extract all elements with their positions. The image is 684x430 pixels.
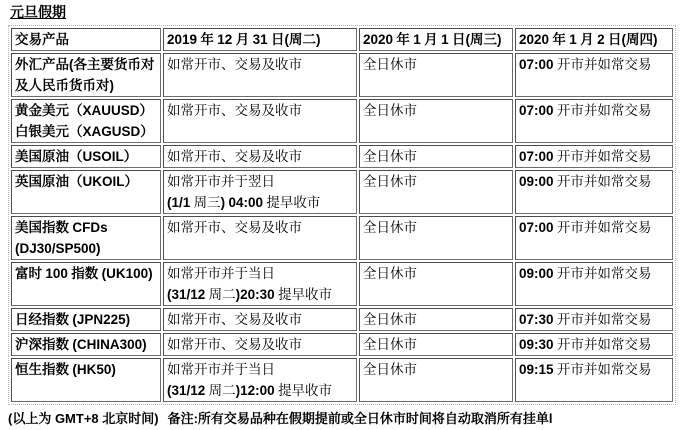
cjk-text: 周二 (288, 32, 316, 47)
dec31-cell (163, 53, 357, 97)
cjk-text: 提早收市 (274, 383, 333, 398)
cjk-text: ） (140, 124, 154, 139)
latin-text: 100 (45, 266, 68, 281)
cjk-text: 开市并如常交易 (553, 103, 652, 118)
latin-text: 09:15 (519, 362, 554, 377)
latin-text: (HK50) (72, 362, 116, 377)
cjk-text: 如常开市、交易及收市 (167, 312, 302, 327)
cjk-text: 英国原油（ (15, 174, 83, 189)
latin-text: ) (496, 32, 502, 47)
latin-text: 07:00 (519, 220, 554, 235)
cjk-text: 富时 (15, 266, 46, 281)
cjk-text: 指数 (67, 266, 102, 281)
cjk-text: 提早收市 (274, 287, 333, 302)
latin-text: (31/12 (167, 287, 206, 302)
latin-text: ( (621, 32, 626, 47)
latin-text: 07:30 (519, 312, 554, 327)
product-cell (11, 358, 161, 402)
latin-text: (JPN225) (72, 312, 131, 327)
latin-text: ) (315, 32, 321, 47)
product-cell (11, 145, 161, 168)
latin-text: (31/12 (167, 383, 206, 398)
cjk-text: 年 (393, 32, 414, 47)
cjk-text: 美国原油（ (15, 149, 83, 164)
latin-text: CFDs (72, 220, 108, 235)
dec31-cell (163, 358, 357, 402)
cjk-text: 交易产品 (15, 32, 69, 47)
product-cell (11, 53, 161, 97)
latin-text: 1 (441, 32, 449, 47)
cjk-text: 开市并如常交易 (553, 266, 652, 281)
cjk-text: 日 (267, 32, 285, 47)
jan2-cell (515, 333, 673, 356)
jan1-cell (359, 53, 513, 97)
cjk-text: 日 (604, 32, 622, 47)
cjk-text: 如常开市、交易及收市 (167, 149, 302, 164)
cjk-text: 日 (448, 32, 466, 47)
latin-text: ( (465, 32, 470, 47)
latin-text: (DJ30/SP500) (15, 241, 101, 256)
latin-text: (CHINA300) (72, 337, 147, 352)
latin-text: ( (69, 57, 74, 72)
latin-text: 1 (569, 32, 577, 47)
cjk-text: 开市并如常交易 (553, 312, 652, 327)
cjk-text: 年 (197, 32, 218, 47)
latin-text: )12:00 (235, 383, 275, 398)
table-row (11, 262, 673, 306)
column-header (359, 28, 513, 51)
cjk-text: 周四 (625, 32, 653, 47)
cjk-text: 全日休市 (363, 362, 417, 377)
cjk-text: 全日休市 (363, 266, 417, 281)
table-row (11, 145, 673, 168)
jan1-cell (359, 358, 513, 402)
jan2-cell (515, 145, 673, 168)
latin-text: 31 (252, 32, 268, 47)
dec31-cell (163, 308, 357, 331)
latin-text: ) (220, 195, 226, 210)
latin-text: USOIL (82, 149, 124, 164)
jan2-cell (515, 308, 673, 331)
cjk-text: 如常开市、交易及收市 (167, 57, 302, 72)
jan2-cell (515, 99, 673, 143)
product-cell (11, 308, 161, 331)
table-row (11, 53, 673, 97)
cjk-text: ） (139, 103, 154, 118)
table-row (11, 170, 673, 214)
dec31-cell (163, 170, 357, 214)
product-cell (11, 170, 161, 214)
table-row (11, 308, 673, 331)
jan1-cell (359, 262, 513, 306)
column-header (515, 28, 673, 51)
latin-text: 1 (413, 32, 421, 47)
cjk-text: 日经指数 (15, 312, 73, 327)
cjk-text: 开市并如常交易 (553, 337, 652, 352)
latin-text: 07:00 (519, 103, 554, 118)
latin-text: 09:00 (519, 266, 554, 281)
latin-text: 2019 (167, 32, 198, 47)
product-cell (11, 333, 161, 356)
header-row (11, 28, 673, 51)
latin-text: )20:30 (235, 287, 275, 302)
cjk-text: 全日休市 (363, 57, 417, 72)
cjk-text: 如常开市、交易及收市 (167, 337, 302, 352)
latin-text: ) (109, 78, 114, 93)
cjk-text: 白银美元（ (15, 124, 83, 139)
cjk-text: 各主要货币对 (73, 57, 155, 72)
dec31-cell (163, 262, 357, 306)
cjk-text: 月 (576, 32, 598, 47)
jan1-cell (359, 216, 513, 260)
cjk-text: 如常开市、交易及收市 (167, 220, 302, 235)
jan1-cell (359, 145, 513, 168)
cjk-text: 周三 (190, 195, 221, 210)
jan1-cell (359, 170, 513, 214)
cjk-text: 开市并如常交易 (553, 362, 652, 377)
cjk-text: 全日休市 (363, 337, 417, 352)
cjk-text: ） (123, 149, 138, 164)
latin-text: 2 (597, 32, 605, 47)
latin-text: 2020 (519, 32, 550, 47)
cjk-text: 月 (232, 32, 253, 47)
cjk-text: 全日休市 (363, 103, 417, 118)
latin-text: 07:00 (519, 149, 554, 164)
cjk-text: 月 (420, 32, 442, 47)
cjk-text: 周三 (469, 32, 497, 47)
jan1-cell (359, 333, 513, 356)
cjk-text: 开市并如常交易 (553, 57, 652, 72)
jan2-cell (515, 216, 673, 260)
cjk-text: 全日休市 (363, 174, 417, 189)
jan2-cell (515, 170, 673, 214)
latin-text: ) (652, 32, 658, 47)
cjk-text: 如常开市并于当日 (167, 266, 275, 281)
cjk-text: 开市并如常交易 (553, 174, 652, 189)
cjk-text: 沪深指数 (15, 337, 73, 352)
latin-text: 2020 (363, 32, 394, 47)
latin-text: 09:30 (519, 337, 554, 352)
latin-text: ( (284, 32, 289, 47)
product-cell (11, 262, 161, 306)
latin-text: 09:00 (519, 174, 554, 189)
cjk-text: 全日休市 (363, 312, 417, 327)
latin-text: XAUUSD (82, 103, 140, 118)
dec31-cell (163, 333, 357, 356)
latin-text: 07:00 (519, 57, 554, 72)
product-cell (11, 99, 161, 143)
table-row (11, 358, 673, 402)
cjk-text: 开市并如常交易 (553, 220, 652, 235)
cjk-text: 及人民币货币对 (15, 78, 110, 93)
cjk-text: 恒生指数 (15, 362, 73, 377)
cjk-text: 如常开市并于当日 (167, 362, 275, 377)
cjk-text: 周二 (205, 287, 236, 302)
dec31-cell (163, 216, 357, 260)
latin-text: (UK100) (101, 266, 153, 281)
latin-text: XAGUSD (82, 124, 141, 139)
dec31-cell (163, 99, 357, 143)
jan2-cell (515, 53, 673, 97)
table-row (11, 99, 673, 143)
cjk-text: 美国指数 (15, 220, 73, 235)
cjk-text: 全日休市 (363, 220, 417, 235)
dec31-cell (163, 145, 357, 168)
column-header (11, 28, 161, 51)
body-rows (11, 53, 673, 402)
cjk-text: 周二 (205, 383, 236, 398)
page-title: 元旦假期 (10, 6, 66, 21)
cjk-text: 外汇产品 (15, 57, 69, 72)
jan2-cell (515, 262, 673, 306)
remark-note: 备注:所有交易品种在假期提前或全日休市时间将自动取消所有挂单l (167, 411, 553, 426)
cjk-text: 年 (549, 32, 570, 47)
jan2-cell (515, 358, 673, 402)
cjk-text: 如常开市、交易及收市 (167, 103, 302, 118)
product-cell (11, 216, 161, 260)
cjk-text: ） (124, 174, 138, 189)
table-row (11, 333, 673, 356)
latin-text: 04:00 (228, 195, 264, 210)
timezone-note: (以上为 GMT+8 北京时间) (8, 411, 159, 426)
latin-text: UKOIL (82, 174, 125, 189)
table-row (11, 216, 673, 260)
latin-text: (1/1 (167, 195, 191, 210)
cjk-text: 开市并如常交易 (553, 149, 652, 164)
cjk-text: 黄金美元（ (15, 103, 83, 118)
footnote (8, 410, 684, 427)
column-header (163, 28, 357, 51)
cjk-text: 全日休市 (363, 149, 417, 164)
jan1-cell (359, 99, 513, 143)
jan1-cell (359, 308, 513, 331)
cjk-text: 提早收市 (263, 195, 321, 210)
latin-text: 12 (217, 32, 233, 47)
cjk-text: 如常开市并于翌日 (167, 174, 275, 189)
holiday-schedule-table (8, 25, 676, 405)
